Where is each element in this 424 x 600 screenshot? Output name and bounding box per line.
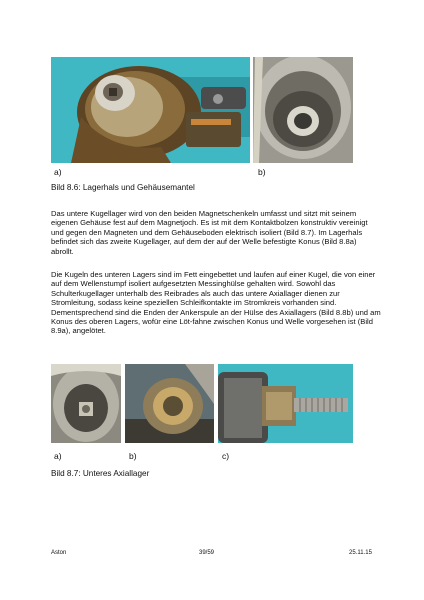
footer-page-number: 39/59 xyxy=(199,550,215,556)
figure-8-7-label-a: a) xyxy=(54,451,62,461)
figure-8-7-label-b: b) xyxy=(129,451,137,461)
figure-8-7-caption: Bild 8.7: Unteres Axiallager xyxy=(51,469,150,478)
photo-axial-bearing-a xyxy=(51,364,121,443)
footer-author: Aston xyxy=(51,550,67,556)
photo-axial-bearing-b xyxy=(125,364,214,443)
figure-8-7-label-c: c) xyxy=(222,451,230,461)
figure-8-6-label-b: b) xyxy=(258,167,266,177)
paragraph-1: Das untere Kugellager wird von den beiden Magnetschenkeln umfasst und sitzt mit seinem eigenen Gehäuse fest auf dem Magnetjoch. Es ist mit dem Kontaktbolzen konstruktiv vereinigt und gegen den Magneten und dem Gehäuseboden elektrisch isoliert (Bild 8.7). Im Lagerhals befindet sich das zweite Kugellager, auf dem der auf der Welle befestigte Konus (Bild 8.8a) abrollt. xyxy=(51,209,368,256)
figure-8-6-label-a: a) xyxy=(54,167,62,177)
figure-8-6-caption: Bild 8.6: Lagerhals und Gehäusemantel xyxy=(51,183,195,192)
footer-date: 25.11.15 xyxy=(349,550,372,556)
photo-bearing-neck xyxy=(51,57,250,163)
photo-housing-shell xyxy=(253,57,353,163)
photo-axial-bearing-c xyxy=(218,364,353,443)
paragraph-2: Die Kugeln des unteren Lagers sind im Fett eingebettet und laufen auf einer Kugel, die von einer auf dem Wellenstumpf isoliert aufgesetzten Messinghülse gehalten wird. Sowohl das Schulterkugellager unterhalb des Reibrades als auch das untere Axiallager dienen zur Stromleitung, sodass keine speziellen Schleifkontakte im Stromkreis vorhanden sind. Dementsprechend sind die Enden der Ankerspule an der Hülse des Axiallagers (Bild 8.8b) und am Konus des oberen Lagers, wofür eine Löt-fahne zwischen Konus und Welle vorgesehen ist (Bild 8.9a), angelötet. xyxy=(51,270,381,336)
